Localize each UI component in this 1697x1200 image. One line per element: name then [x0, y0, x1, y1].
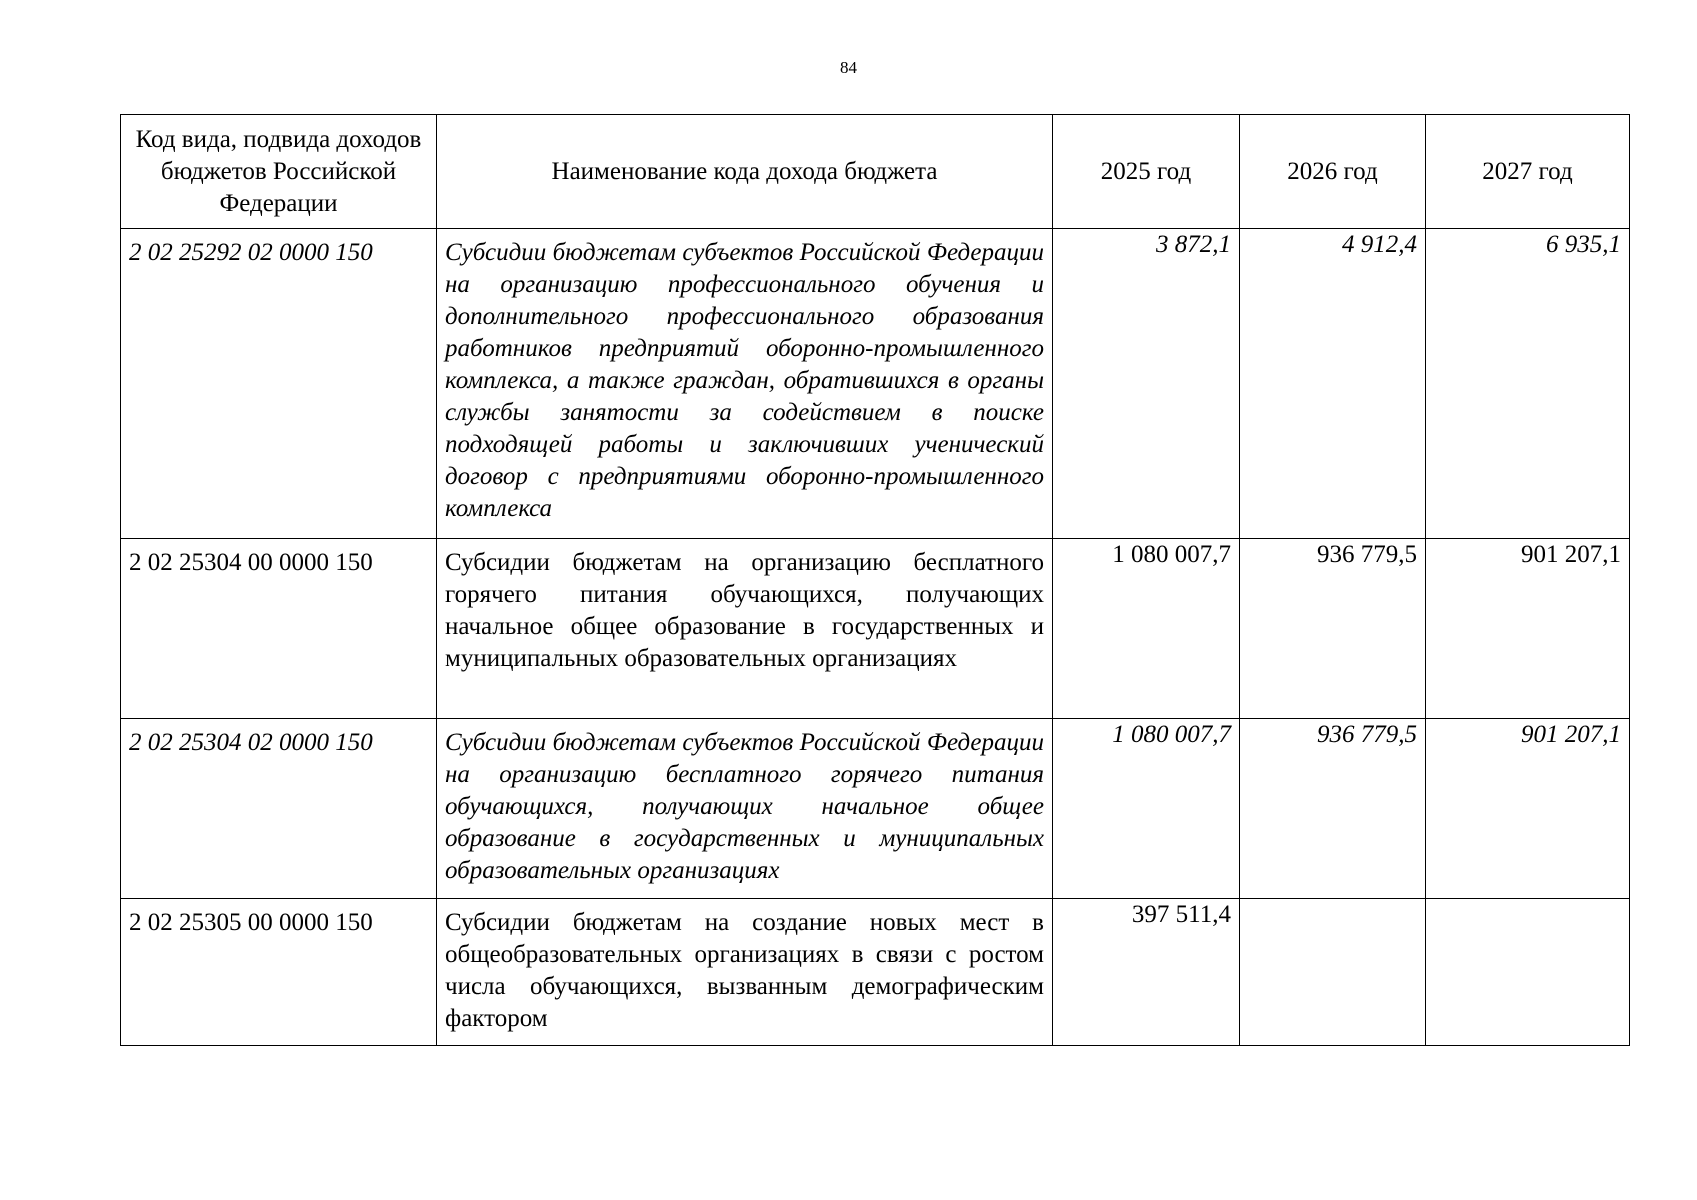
- row-code: 2 02 25304 00 0000 150: [121, 539, 437, 719]
- row-value-2026: 936 779,5: [1240, 719, 1426, 899]
- row-name: Субсидии бюджетам субъектов Российской Федерации на организацию профессионального обучения и дополнительного профессионального образования работников предприятий оборонно-промышленного комплекса, а также граждан, обратившихся в органы службы занятости за содействием в поиске подходящей работы и заключивших ученический договор с предприятиями оборонно-промышленного комплекса: [437, 229, 1053, 539]
- header-2025: 2025 год: [1053, 115, 1240, 229]
- row-value-2026: 936 779,5: [1240, 539, 1426, 719]
- row-value-2027: [1426, 899, 1630, 1046]
- header-2027: 2027 год: [1426, 115, 1630, 229]
- row-value-2027: 901 207,1: [1426, 539, 1630, 719]
- row-name: Субсидии бюджетам субъектов Российской Федерации на организацию бесплатного горячего питания обучающихся, получающих начальное общее образование в государственных и муниципальных образовательных организациях: [437, 719, 1053, 899]
- row-code: 2 02 25292 02 0000 150: [121, 229, 437, 539]
- page-number: 84: [840, 58, 857, 77]
- row-value-2025: 397 511,4: [1053, 899, 1240, 1046]
- row-value-2025: 3 872,1: [1053, 229, 1240, 539]
- table-row: [121, 719, 1630, 899]
- header-code: Код вида, подвида доходов бюджетов Российской Федерации: [121, 115, 437, 229]
- row-value-2026: [1240, 899, 1426, 1046]
- table-row: [121, 539, 1630, 719]
- row-code: 2 02 25304 02 0000 150: [121, 719, 437, 899]
- header-name: Наименование кода дохода бюджета: [437, 115, 1053, 229]
- table-header-row: [121, 115, 1630, 229]
- row-value-2025: 1 080 007,7: [1053, 539, 1240, 719]
- row-name: Субсидии бюджетам на организацию бесплатного горячего питания обучающихся, получающих начальное общее образование в государственных и муниципальных образовательных организациях: [437, 539, 1053, 719]
- row-value-2026: 4 912,4: [1240, 229, 1426, 539]
- row-value-2025: 1 080 007,7: [1053, 719, 1240, 899]
- budget-revenue-table: [120, 114, 1630, 1046]
- row-value-2027: 901 207,1: [1426, 719, 1630, 899]
- row-code: 2 02 25305 00 0000 150: [121, 899, 437, 1046]
- table-row: [121, 899, 1630, 1046]
- header-2026: 2026 год: [1240, 115, 1426, 229]
- row-value-2027: 6 935,1: [1426, 229, 1630, 539]
- table-row: [121, 229, 1630, 539]
- row-name: Субсидии бюджетам на создание новых мест в общеобразовательных организациях в связи с ростом числа обучающихся, вызванным демографическим фактором: [437, 899, 1053, 1046]
